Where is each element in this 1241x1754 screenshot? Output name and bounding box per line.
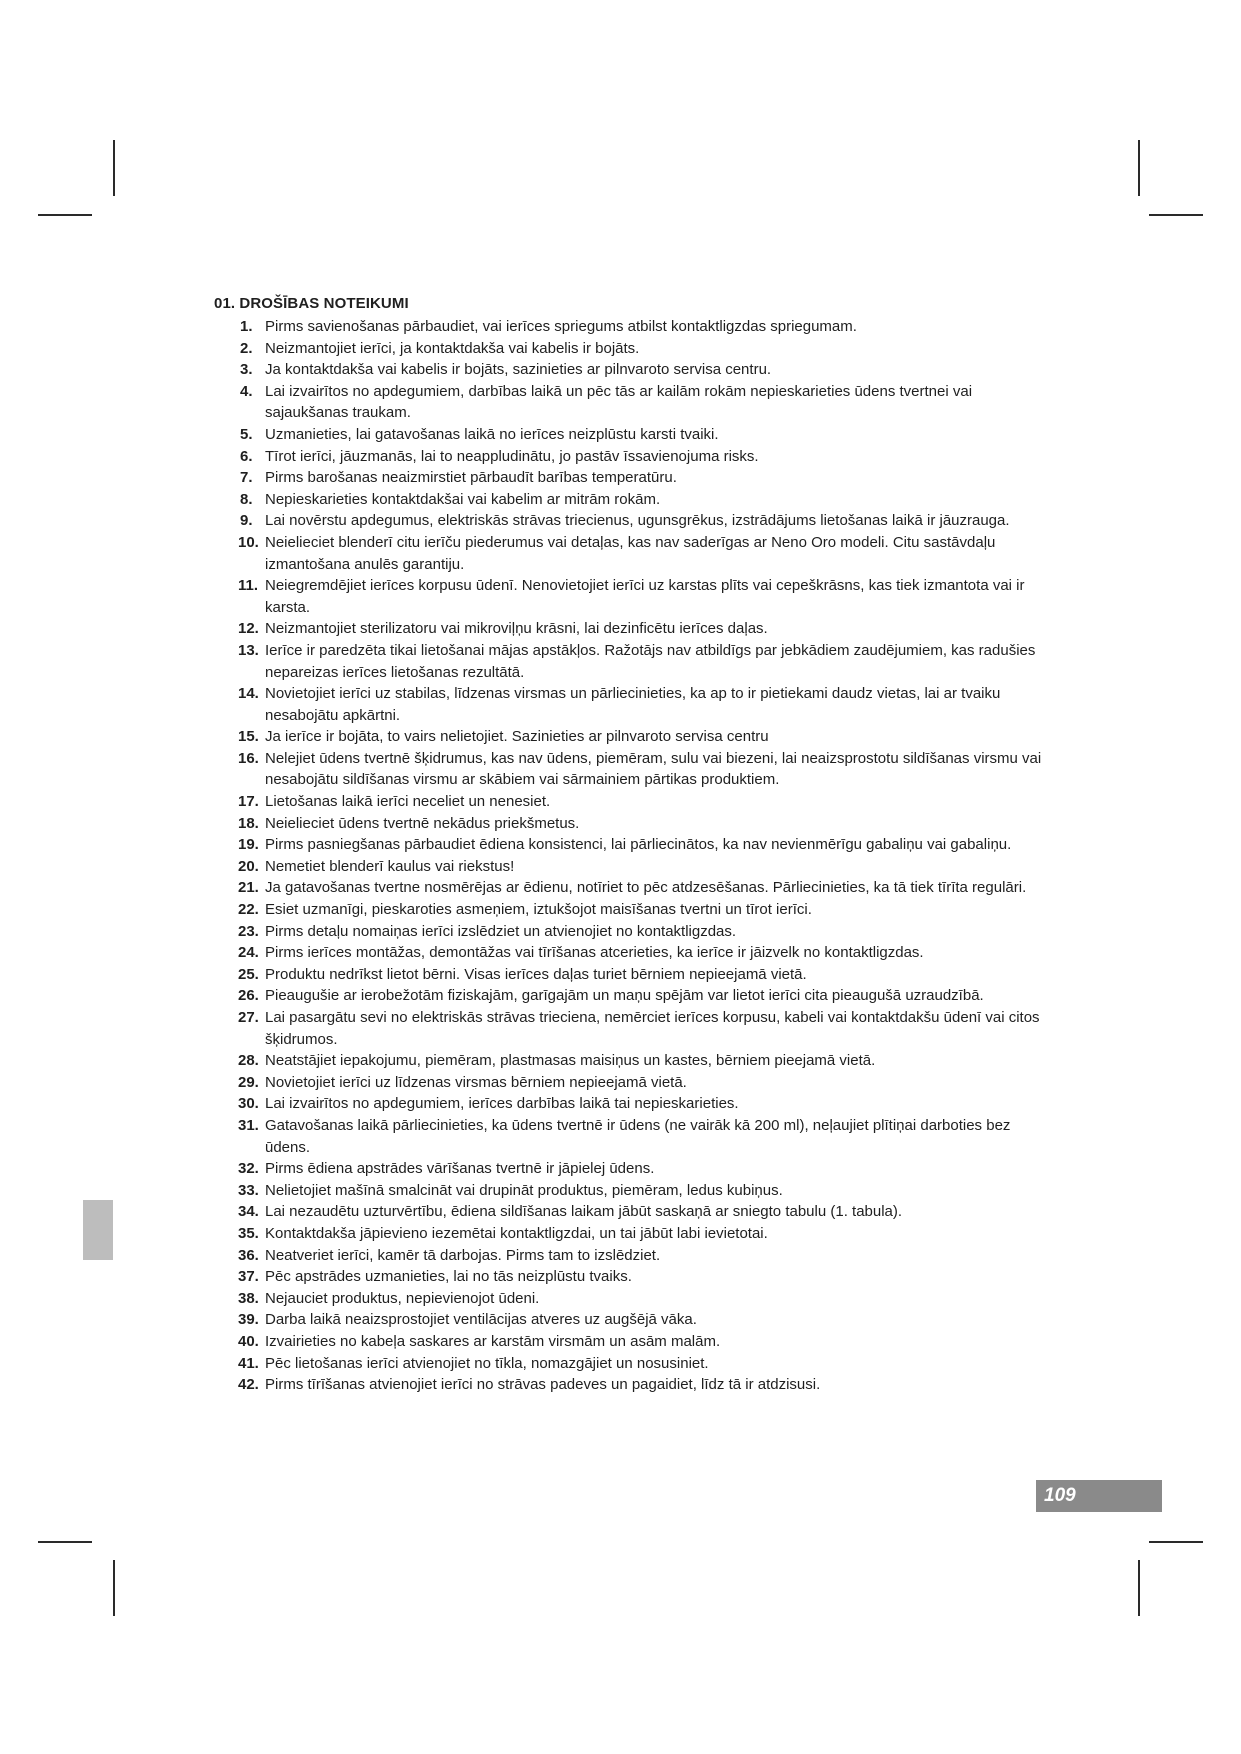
rule-text: Pēc lietošanas ierīci atvienojiet no tīkla, nomazgājiet un nosusiniet. [265, 1354, 709, 1372]
rule-text: Kontaktdakša jāpievieno iezemētai kontaktligzdai, un tai jābūt labi ievietotai. [265, 1224, 768, 1242]
rule-number: 18. [238, 814, 259, 832]
rule-item [214, 856, 1054, 878]
rule-item [214, 1353, 1054, 1375]
rule-item [214, 640, 1054, 683]
rule-text: Lai novērstu apdegumus, elektriskās strāvas triecienus, ugunsgrēkus, izstrādājums lietošanas laikā ir jāuzrauga. [265, 512, 1010, 530]
crop-mark-bottom-left-horizontal [38, 1541, 92, 1543]
rule-text: Pirms savienošanas pārbaudiet, vai ierīces spriegums atbilst kontaktligzdas spriegumam. [265, 318, 857, 335]
rule-text: Novietojiet ierīci uz stabilas, līdzenas virsmas un pārliecinieties, ka ap to ir pietiekami daudz vietas, lai ar tvaiku nesabojātu apkārtni. [265, 685, 1001, 724]
rule-text: Nejauciet produktus, nepievienojot ūdeni. [265, 1289, 540, 1307]
rule-text: Lai pasargātu sevi no elektriskās strāvas trieciena, nemērciet ierīces korpusu, kabeli vai kontaktdakšu ūdenī vai citos šķidrumos. [265, 1009, 1040, 1048]
rule-item [214, 683, 1054, 726]
rule-text: Pēc apstrādes uzmanieties, lai no tās neizplūstu tvaiks. [265, 1268, 632, 1286]
rule-item [214, 1180, 1054, 1202]
rule-number: 6. [240, 447, 253, 465]
section-title: 01. DROŠĪBAS NOTEIKUMI [214, 295, 409, 312]
rule-text: Neizmantojiet sterilizatoru vai mikroviļņu krāsni, lai dezinficētu ierīces daļas. [265, 620, 768, 638]
rule-item [214, 748, 1054, 791]
rule-text: Lai nezaudētu uzturvērtību, ēdiena sildīšanas laikam jābūt saskaņā ar sniegto tabulu (1. tabula). [265, 1203, 903, 1221]
rule-number: 21. [238, 879, 259, 897]
rule-item [214, 1007, 1054, 1050]
rule-text: Lai izvairītos no apdegumiem, ierīces darbības laikā tai nepieskarieties. [265, 1095, 739, 1113]
rule-number: 39. [238, 1311, 259, 1329]
rule-item [214, 1158, 1054, 1180]
crop-mark-top-left-vertical [113, 140, 115, 196]
rule-text: Nelejiet ūdens tvertnē šķidrumus, kas nav ūdens, piemēram, sulu vai biezeni, lai neaizsprostotu sildīšanas virsmu vai nesabojātu sildīšanas virsmu ar skābiem vai sārmainiem pārtikas produktiem. [265, 749, 1042, 789]
rule-text: Lai izvairītos no apdegumiem, darbības laikā un pēc tās ar kailām rokām nepieskarieties ūdens tvertnei vai sajaukšanas traukam. [265, 382, 973, 422]
crop-mark-bottom-right-horizontal [1149, 1541, 1203, 1543]
rule-text: Darba laikā neaizsprostojiet ventilācijas atveres uz augšējā vāka. [265, 1311, 697, 1329]
side-tab-marker [83, 1200, 113, 1260]
rule-item [214, 359, 1054, 381]
rule-number: 7. [240, 469, 253, 487]
rule-item [214, 618, 1054, 640]
crop-mark-bottom-left-vertical [113, 1560, 115, 1616]
rule-number: 37. [238, 1268, 259, 1286]
rule-item [214, 877, 1054, 899]
rule-number: 1. [240, 318, 253, 335]
rule-item [214, 316, 1054, 338]
rule-number: 30. [238, 1095, 259, 1113]
rule-number: 24. [238, 944, 259, 962]
rule-number: 3. [240, 361, 253, 379]
rule-number: 8. [240, 490, 253, 508]
rule-number: 29. [238, 1073, 259, 1091]
rule-text: Nepieskarieties kontaktdakšai vai kabelim ar mitrām rokām. [265, 490, 661, 508]
rule-item [214, 1374, 1054, 1396]
rule-number: 31. [238, 1116, 259, 1134]
rule-item [214, 510, 1054, 532]
rule-text: Produktu nedrīkst lietot bērni. Visas ierīces daļas turiet bērniem nepieejamā vietā. [265, 965, 807, 983]
rule-number: 26. [238, 987, 259, 1005]
crop-mark-top-right-vertical [1138, 140, 1140, 196]
rule-number: 10. [238, 533, 259, 551]
rule-text: Pirms pasniegšanas pārbaudiet ēdiena konsistenci, lai pārliecinātos, ka nav nevienmērīgu gabaliņu vai gabaliņu. [265, 836, 1012, 854]
rule-number: 42. [238, 1376, 259, 1394]
rule-number: 40. [238, 1332, 259, 1350]
rule-item [214, 726, 1054, 748]
rule-number: 14. [238, 685, 259, 703]
rule-item [214, 1309, 1054, 1331]
rule-number: 9. [240, 512, 253, 530]
rule-text: Nemetiet blenderī kaulus vai riekstus! [265, 857, 515, 875]
rule-number: 2. [240, 339, 253, 357]
rule-text: Neiegremdējiet ierīces korpusu ūdenī. Nenovietojiet ierīci uz karstas plīts vai cepeškrāsns, kas tiek izmantota vai ir karsta. [265, 577, 1025, 616]
rule-text: Neielieciet blenderī citu ierīču piederumus vai detaļas, kas nav saderīgas ar Neno Oro modeli. Citu sastāvdaļu izmantošana anulēs garantiju. [265, 533, 996, 573]
crop-mark-top-right-horizontal [1149, 214, 1203, 216]
rule-number: 5. [240, 425, 253, 443]
rule-text: Uzmanieties, lai gatavošanas laikā no ierīces neizplūstu karsti tvaiki. [265, 425, 719, 443]
crop-mark-bottom-right-vertical [1138, 1560, 1140, 1616]
rule-number: 41. [238, 1354, 259, 1372]
rule-item [214, 446, 1054, 468]
rule-number: 22. [238, 901, 259, 919]
rule-item [214, 813, 1054, 835]
rule-text: Pirms barošanas neaizmirstiet pārbaudīt barības temperatūru. [265, 469, 677, 487]
rule-item [214, 338, 1054, 360]
rule-item [214, 899, 1054, 921]
rule-item [214, 834, 1054, 856]
crop-mark-top-left-horizontal [38, 214, 92, 216]
rule-number: 28. [238, 1052, 259, 1070]
rule-item [214, 1050, 1054, 1072]
rule-text: Neatstājiet iepakojumu, piemēram, plastmasas maisiņus un kastes, bērniem pieejamā vietā. [265, 1052, 876, 1070]
rule-number: 4. [240, 382, 253, 400]
rule-text: Lietošanas laikā ierīci neceliet un nenesiet. [265, 793, 551, 811]
rule-text: Neizmantojiet ierīci, ja kontaktdakša vai kabelis ir bojāts. [265, 339, 640, 357]
rule-number: 19. [238, 836, 259, 854]
rule-number: 36. [238, 1246, 259, 1264]
rule-item [214, 1223, 1054, 1245]
rule-item [214, 791, 1054, 813]
rule-text: Pirms detaļu nomaiņas ierīci izslēdziet un atvienojiet no kontaktligzdas. [265, 922, 737, 940]
rule-item [214, 964, 1054, 986]
rule-text: Nelietojiet mašīnā smalcināt vai drupināt produktus, piemēram, ledus kubiņus. [265, 1181, 783, 1199]
rule-number: 16. [238, 749, 259, 767]
rule-number: 23. [238, 922, 259, 940]
rule-text: Esiet uzmanīgi, pieskaroties asmeņiem, iztukšojot maisīšanas tvertni un tīrot ierīci. [265, 901, 812, 919]
rule-text: Pirms ēdiena apstrādes vārīšanas tvertnē ir jāpielej ūdens. [265, 1160, 655, 1178]
rule-text: Pieaugušie ar ierobežotām fiziskajām, garīgajām un maņu spējām var lietot ierīci cita pieaugušā uzraudzībā. [265, 987, 984, 1005]
rule-number: 38. [238, 1289, 259, 1307]
rule-item [214, 1331, 1054, 1353]
rule-item [214, 381, 1054, 424]
safety-rules-list [214, 316, 1054, 1396]
rule-number: 15. [238, 728, 259, 746]
rule-number: 13. [238, 641, 259, 659]
rule-item [214, 1245, 1054, 1267]
rule-text: Pirms tīrīšanas atvienojiet ierīci no strāvas padeves un pagaidiet, līdz tā ir atdzisusi. [265, 1376, 821, 1394]
rule-text: Neielieciet ūdens tvertnē nekādus priekšmetus. [265, 814, 580, 832]
rule-item [214, 921, 1054, 943]
rule-text: Neatveriet ierīci, kamēr tā darbojas. Pirms tam to izslēdziet. [265, 1246, 661, 1264]
page-number: 109 [1044, 1485, 1076, 1506]
rule-number: 20. [238, 857, 259, 875]
rule-text: Gatavošanas laikā pārliecinieties, ka ūdens tvertnē ir ūdens (ne vairāk kā 200 ml), neļaujiet plītiņai darboties bez ūdens. [265, 1116, 1011, 1156]
rule-number: 27. [238, 1009, 259, 1026]
rule-text: Pirms ierīces montāžas, demontāžas vai tīrīšanas atcerieties, ka ierīce ir jāizvelk no kontaktligzdas. [265, 944, 924, 962]
rule-number: 17. [238, 793, 259, 811]
rule-text: Izvairieties no kabeļa saskares ar karstām virsmām un asām malām. [265, 1332, 721, 1350]
rule-number: 11. [238, 577, 259, 595]
rule-item [214, 575, 1054, 618]
rule-item [214, 489, 1054, 511]
rule-number: 33. [238, 1181, 259, 1199]
rule-number: 12. [238, 620, 259, 638]
page-number-box [1036, 1480, 1162, 1512]
rule-text: Ja kontaktdakša vai kabelis ir bojāts, sazinieties ar pilnvaroto servisa centru. [265, 361, 772, 379]
rule-item [214, 1288, 1054, 1310]
rule-item [214, 985, 1054, 1007]
rule-item [214, 942, 1054, 964]
rule-item [214, 467, 1054, 489]
rule-number: 32. [238, 1160, 259, 1178]
rule-item [214, 532, 1054, 575]
rule-text: Ierīce ir paredzēta tikai lietošanai mājas apstākļos. Ražotājs nav atbildīgs par jebkādiem zaudējumiem, kas radušies nepareizas ierīces lietošanas rezultātā. [265, 641, 1036, 681]
rule-item [214, 1201, 1054, 1223]
rule-number: 34. [238, 1203, 259, 1221]
rule-text: Tīrot ierīci, jāuzmanās, lai to neappludinātu, jo pastāv īssavienojuma risks. [265, 447, 759, 465]
rule-item [214, 1115, 1054, 1158]
rule-number: 35. [238, 1224, 259, 1242]
rule-number: 25. [238, 965, 259, 983]
rule-text: Ja gatavošanas tvertne nosmērējas ar ēdienu, notīriet to pēc atdzesēšanas. Pārliecinieties, ka tā tiek tīrīta regulāri. [265, 879, 1027, 897]
rule-item [214, 1093, 1054, 1115]
rule-text: Novietojiet ierīci uz līdzenas virsmas bērniem nepieejamā vietā. [265, 1073, 687, 1091]
rule-item [214, 1072, 1054, 1094]
rule-item [214, 424, 1054, 446]
rule-text: Ja ierīce ir bojāta, to vairs nelietojiet. Sazinieties ar pilnvaroto servisa centru [265, 728, 769, 746]
rule-item [214, 1266, 1054, 1288]
